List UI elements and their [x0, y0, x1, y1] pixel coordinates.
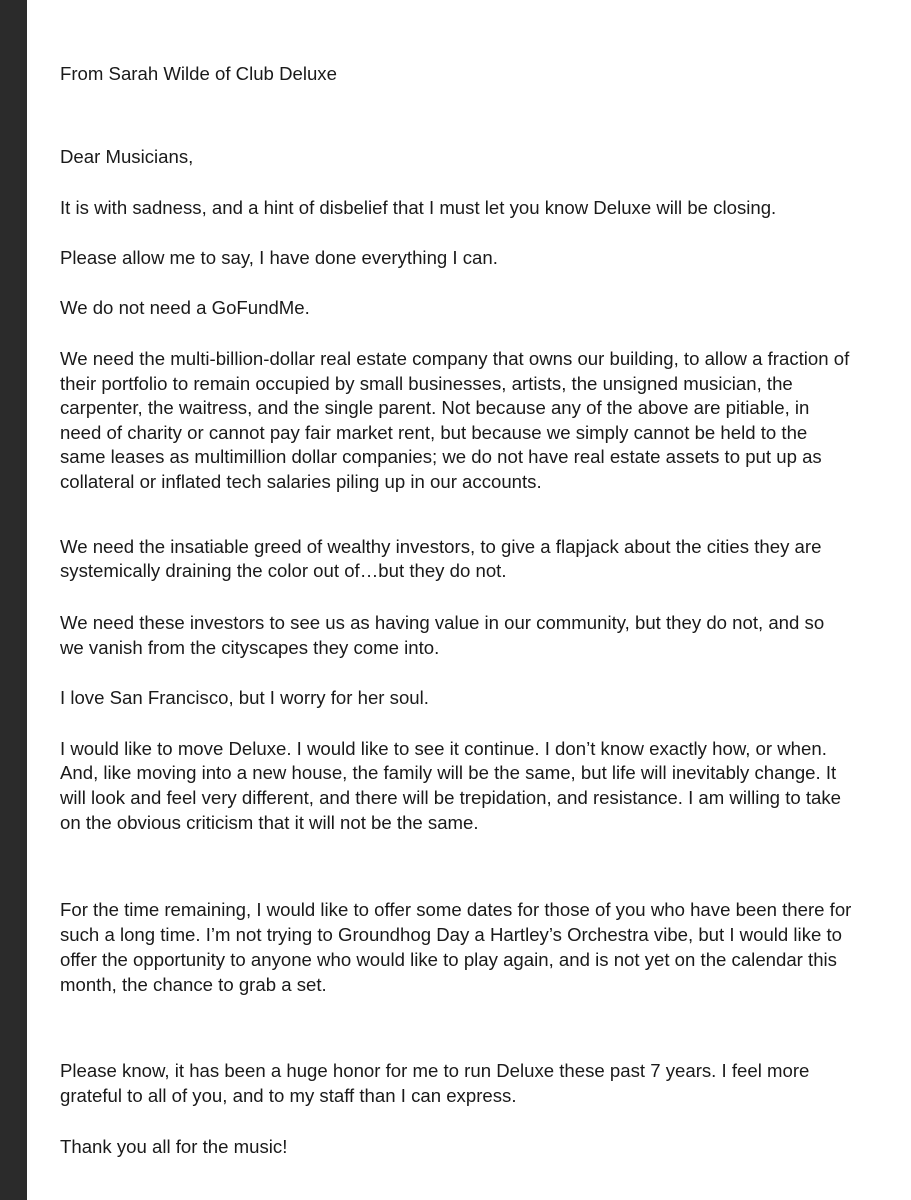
paragraph-line: And, like moving into a new house, the family will be the same, but life will inevitably change. It — [60, 762, 837, 783]
paragraph-line: I love San Francisco, but I worry for her soul. — [60, 687, 429, 708]
paragraph-line: same leases as multimillion dollar companies; we do not have real estate assets to put up as — [60, 446, 822, 467]
paragraph-line: such a long time. I’m not trying to Groundhog Day a Hartley’s Orchestra vibe, but I would like to — [60, 924, 842, 945]
paragraph-line: We need the multi-billion-dollar real estate company that owns our building, to allow a fraction of — [60, 348, 850, 369]
paragraph-line: we vanish from the cityscapes they come into. — [60, 637, 440, 658]
paragraph-line: need of charity or cannot pay fair market rent, but because we simply cannot be held to the — [60, 422, 808, 443]
paragraph-line: We need these investors to see us as having value in our community, but they do not, and so — [60, 612, 825, 633]
paragraph-line: grateful to all of you, and to my staff than I can express. — [60, 1085, 517, 1106]
paragraph-line: For the time remaining, I would like to offer some dates for those of you who have been there for — [60, 899, 852, 920]
paragraph-line: on the obvious criticism that it will not be the same. — [60, 812, 479, 833]
left-edge-bar — [0, 0, 27, 1200]
paragraph-line: Please allow me to say, I have done everything I can. — [60, 247, 498, 268]
paragraph-line: will look and feel very different, and there will be trepidation, and resistance. I am willing to take — [60, 787, 842, 808]
paragraph-line: offer the opportunity to anyone who would like to play again, and is not yet on the calendar this — [60, 949, 837, 970]
paragraph-line: carpenter, the waitress, and the single parent. Not because any of the above are pitiable, in — [60, 397, 810, 418]
paragraph-line: I would like to move Deluxe. I would like to see it continue. I don’t know exactly how, or when. — [60, 738, 827, 759]
paragraph-line: collateral or inflated tech salaries piling up in our accounts. — [60, 471, 542, 492]
paragraph-line: systemically draining the color out of…but they do not. — [60, 560, 507, 581]
letter-closing: Thank you all for the music! — [60, 1136, 288, 1157]
letter-greeting: Dear Musicians, — [60, 146, 194, 167]
letter-from-line: From Sarah Wilde of Club Deluxe — [60, 63, 337, 84]
paragraph-line: It is with sadness, and a hint of disbelief that I must let you know Deluxe will be closing. — [60, 197, 777, 218]
paragraph-line: month, the chance to grab a set. — [60, 974, 327, 995]
paragraph-line: We need the insatiable greed of wealthy investors, to give a flapjack about the cities they are — [60, 536, 822, 557]
paragraph-line: Please know, it has been a huge honor for me to run Deluxe these past 7 years. I feel more — [60, 1060, 810, 1081]
paragraph-line: We do not need a GoFundMe. — [60, 297, 310, 318]
paragraph-line: their portfolio to remain occupied by small businesses, artists, the unsigned musician, the — [60, 373, 793, 394]
